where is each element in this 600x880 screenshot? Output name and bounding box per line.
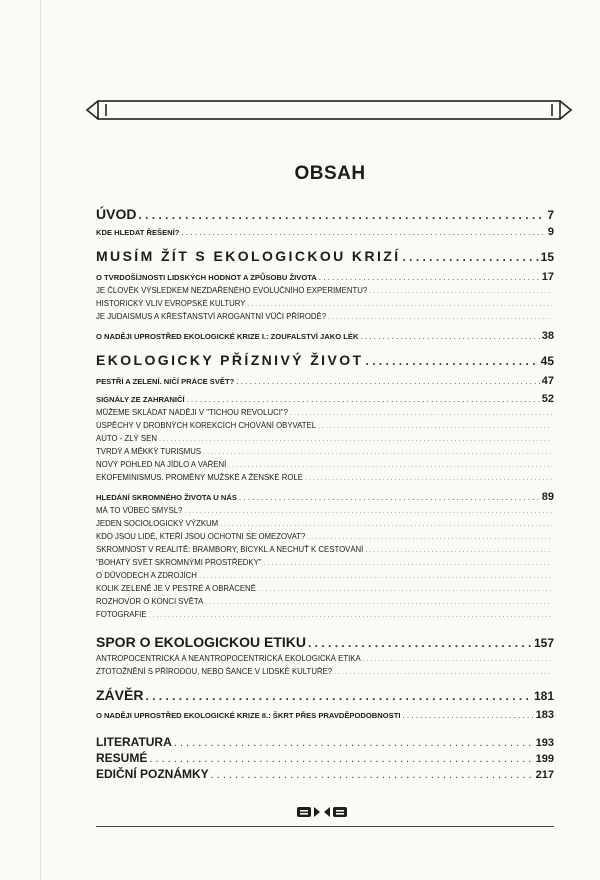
toc-entry-title: HISTORICKÝ VLIV EVROPSKÉ KULTURY: [96, 299, 246, 308]
toc-entry: [96, 532, 554, 541]
toc-entry-title: ROZHOVOR O KONCI SVĚTA: [96, 597, 204, 606]
toc-heading: OBSAH: [294, 163, 366, 184]
toc-entry-title: ZTOTOŽNĚNÍ S PŘÍRODOU, NEBO ŠANCE V LIDSKÉ KULTUŘE?: [96, 667, 333, 676]
toc-entry-page: 157: [533, 636, 554, 650]
publisher-logo: [296, 804, 348, 825]
toc-entry-title: ÚVOD: [96, 206, 137, 222]
toc-entry-title: TVRDÝ A MĚKKÝ TURISMUS: [96, 447, 202, 456]
toc-entry: [96, 506, 554, 515]
toc-entry: [96, 206, 554, 222]
toc-entry-title: SIGNÁLY ZE ZAHRANIČÍ: [96, 395, 185, 404]
toc-entry-page: 9: [547, 226, 554, 238]
toc-entry-title: JE ČLOVĚK VÝSLEDKEM NEZDAŘENÉHO EVOLUČNÍHO EXPERIMENTU?: [96, 286, 368, 295]
toc-entry-title: RESUMÉ: [96, 751, 148, 765]
toc-entry-title: AUTO - ZLÝ SEN: [96, 434, 157, 443]
toc-entry: [96, 248, 554, 264]
toc-entry-page: 193: [535, 737, 554, 749]
toc-entry-page: 217: [535, 769, 554, 781]
toc-entry: [96, 519, 554, 528]
toc-entry-page: 38: [541, 330, 554, 342]
toc-entry: [96, 375, 554, 387]
toc-entry: [96, 434, 554, 443]
toc-entry-title: KOLIK ZELENĚ JE V PESTRÉ A OBRÁCENĚ: [96, 584, 256, 593]
toc-entry: [96, 226, 554, 238]
toc-entry-title: SKROMNOST V REALITĚ: BRAMBORY, BICYKL A NECHUŤ K CESTOVÁNÍ: [96, 545, 364, 554]
toc-entry-title: EKOFEMINISMUS. PROMĚNY MUŽSKÉ A ŽENSKÉ ROLE: [96, 473, 303, 482]
toc-entry: [96, 286, 554, 295]
toc-entry-title: O DŮVODECH A ZDROJÍCH: [96, 571, 197, 580]
toc-entry: [96, 571, 554, 580]
toc-entry-title: O NADĚJI UPROSTŘED EKOLOGICKÉ KRIZE II.: ŠKRT PŘES PRAVDĚPODOBNOSTI: [96, 711, 401, 720]
toc-entry: [96, 408, 554, 417]
toc-entry-page: 7: [547, 208, 554, 222]
toc-entry-title: KDE HLEDAT ŘEŠENÍ?: [96, 228, 180, 237]
toc-entry-title: FOTOGRAFIE: [96, 610, 147, 619]
toc-entry: [96, 421, 554, 430]
toc-entry: [96, 473, 554, 482]
toc-entry-title: MÁ TO VŮBEC SMYSL?: [96, 506, 183, 515]
toc-entry-title: HLEDÁNÍ SKROMNÉHO ŽIVOTA U NÁS: [96, 493, 237, 502]
toc-entry: [96, 330, 554, 342]
toc-entry-page: 181: [533, 689, 554, 703]
toc-entry-title: O NADĚJI UPROSTŘED EKOLOGICKÉ KRIZE I.: ZOUFALSTVÍ JAKO LÉK: [96, 332, 359, 341]
toc-entry-title: KDO JSOU LIDÉ, KTEŘÍ JSOU OCHOTNI SE OMEZOVAT?: [96, 532, 306, 541]
toc-entry: [96, 751, 554, 765]
toc-entry-title: JE JUDAISMUS A KŘESŤANSTVÍ AROGANTNÍ VŮČI PŘÍRODĚ?: [96, 312, 327, 321]
toc-entry-page: 15: [540, 250, 554, 264]
toc-entry-title: MUSÍM ŽÍT S EKOLOGICKOU KRIZÍ: [96, 248, 401, 264]
toc-entry: [96, 271, 554, 283]
page-edge: [40, 0, 41, 880]
toc-entry-page: 183: [535, 709, 554, 721]
toc-entry: [96, 460, 554, 469]
toc-entry: [96, 597, 554, 606]
toc-entry: [96, 735, 554, 749]
toc-entry-title: ÚSPĚCHY V DROBNÝCH KOREKCÍCH CHOVÁNÍ OBYVATEL: [96, 421, 317, 430]
toc-entry-title: EKOLOGICKY PŘÍZNIVÝ ŽIVOT: [96, 352, 364, 368]
toc-entry: [96, 610, 554, 619]
toc-entry: [96, 654, 554, 663]
toc-entry: [96, 687, 554, 703]
toc-entry-title: "BOHATÝ SVĚT SKROMNÝMI PROSTŘEDKY": [96, 558, 262, 567]
toc-entry-title: SPOR O EKOLOGICKOU ETIKU: [96, 634, 307, 650]
toc-entry-title: ZÁVĚR: [96, 687, 144, 703]
toc-entry-title: ANTROPOCENTRICKÁ A NEANTROPOCENTRICKÁ EKOLOGICKÁ ETIKA: [96, 654, 361, 663]
toc-entry: [96, 447, 554, 456]
toc-entry: [96, 634, 554, 650]
toc-entry: [96, 312, 554, 321]
toc-entry-page: 45: [540, 354, 554, 368]
toc-entry-title: O TVRDOŠÍJNOSTI LIDSKÝCH HODNOT A ZPŮSOBU ŽIVOTA: [96, 273, 317, 282]
toc-entry-title: MŮŽEME SKLÁDAT NADĚJI V "TICHOU REVOLUCI"?: [96, 408, 288, 417]
toc-entry-title: NOVÝ POHLED NA JÍDLO A VAŘENÍ: [96, 460, 227, 469]
toc-entry: [96, 545, 554, 554]
footer-rule: [96, 826, 554, 827]
toc-entry: [96, 709, 554, 721]
toc-entry: [96, 299, 554, 308]
toc-entry-title: EDIČNÍ POZNÁMKY: [96, 767, 209, 781]
toc-entry-page: 199: [535, 753, 554, 765]
header-banner-ornament: [86, 100, 572, 120]
toc-entry: [96, 558, 554, 567]
toc-entry: [96, 393, 554, 405]
toc-entry: [96, 491, 554, 503]
toc-entry-title: PESTŘÍ A ZELENÍ. NIČÍ PRÁCE SVĚT?: [96, 377, 235, 386]
toc-entry: [96, 667, 554, 676]
toc-entry-title: LITERATURA: [96, 735, 172, 749]
toc-entry-page: 52: [541, 393, 554, 405]
toc-entry-page: 17: [541, 271, 554, 283]
toc-entry-page: 47: [541, 375, 554, 387]
toc-entry-page: 89: [541, 491, 554, 503]
toc-entry: [96, 352, 554, 368]
toc-entry-title: JEDEN SOCIOLOGICKÝ VÝZKUM: [96, 519, 219, 528]
toc-entry: [96, 767, 554, 781]
toc-entry: [96, 584, 554, 593]
